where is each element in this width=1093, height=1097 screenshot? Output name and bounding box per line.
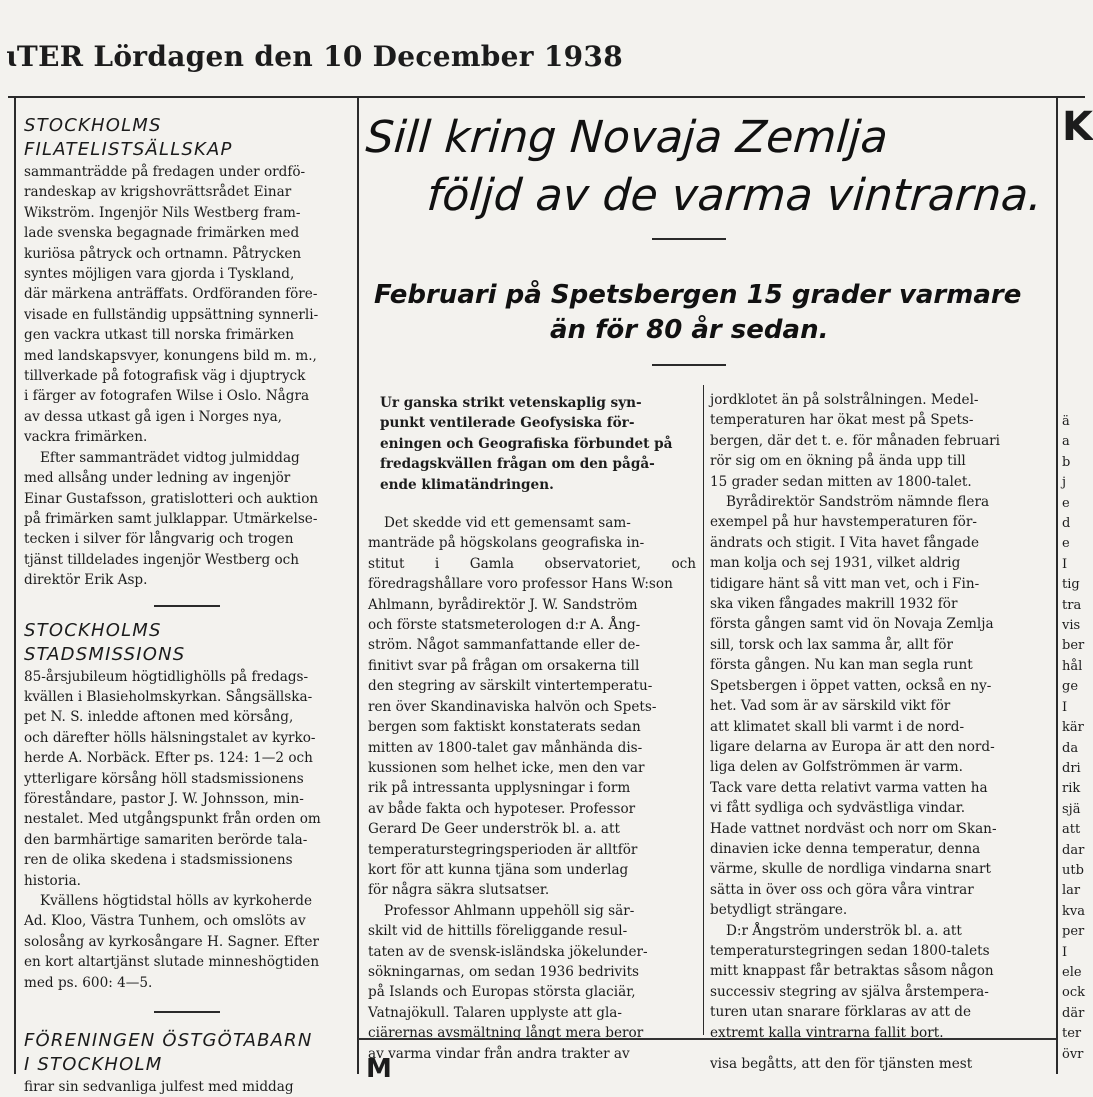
section-title-ostgotabarn: FÖRENINGEN ÖSTGÖTABARN I STOCKHOLM <box>24 1030 313 1076</box>
section-title-filatelist: STOCKHOLMS FILATELISTSÄLLSKAP <box>24 115 233 160</box>
article-subhead-line-1: Februari på Spetsbergen 15 grader varmare <box>374 280 1022 310</box>
article-column-1 <box>368 393 696 1062</box>
section-divider-wrap <box>24 993 351 1029</box>
subhead-divider <box>652 364 726 366</box>
column-rule <box>1056 98 1058 1074</box>
section-body-stadsmission: 85-årsjubileum högtidlighölls på fredags- kvällen i Blasieholmskyrkan. Sångsällska- pet N. S. inledde aftonen med körsång, och därefter hölls hälsningstalet av kyrko- herde A. Norbäck. Efter ps. 124: 1—2 och ytterligare körsång höll stadsmissionens föreståndare, pastor J. W. Johnsson, min- nestalet. Med utgångspunkt från orden om den barmhärtige samariten berörde tala- ren de olika skedena i stadsmissionens historia. <box>24 668 321 889</box>
right-edge-text-fragment: I <box>1062 944 1068 960</box>
next-article-text-fragment <box>710 1054 1050 1074</box>
next-article-text-line: visa begåtts, att den för tjänsten mest <box>710 1056 973 1072</box>
article-headline-line-2: följd av de varma vintrarna. <box>425 170 1044 221</box>
column-rule <box>703 385 704 1035</box>
right-edge-text-fragment: sjä <box>1062 801 1081 817</box>
right-edge-text-fragment: dri <box>1062 760 1081 776</box>
next-article-headline-fragment: M <box>366 1054 392 1084</box>
right-edge-text-fragment: tra <box>1062 597 1082 613</box>
right-edge-text-fragment: ele <box>1062 964 1082 980</box>
right-edge-text-fragment: a <box>1062 434 1070 450</box>
right-edge-text-fragment: I <box>1062 556 1068 572</box>
lead-divider-wrap <box>368 501 696 513</box>
left-column <box>24 114 351 1096</box>
right-edge-text-fragment: ock <box>1062 985 1085 1001</box>
right-edge-text-fragment: da <box>1062 740 1079 756</box>
article-paragraph: D:r Ångström underströk bl. a. att temperaturstegringen sedan 1800-talets mitt knappast får betraktas såsom någon successiv stegring av själva årstempera- turen utan snarare förklaras av att de extremt kalla vintrarna fallit bort. <box>710 922 994 1041</box>
right-edge-text-fragment: ber <box>1062 638 1085 654</box>
article-paragraph: Byrådirektör Sandström nämnde flera exempel på hur havstemperaturen för- ändrats och stigit. I Vita havet fångade man kolja och sej 1931, vilket aldrig tidigare hänt så vitt man vet, och i Fin- ska viken fångades makrill 1932 för första gången samt vid ön Novaja Zemlja sill, torsk och lax samma år, allt för första gången. Nu kan man segla runt Spetsbergen i öppet vatten, också en ny- het. Vad som är av särskild vikt för att klimatet skall bli varmt i de nord- ligare delarna av Europa är att den nord- liga delen av Golfströmmen är varm. Tack vare detta relativt varma vatten ha vi fått sydliga och sydvästliga vindar. Hade vattnet nordväst och norr om Skan- dinavien icke denna temperatur, denna värme, skulle de nordliga vindarna snart sätta in över oss och göra våra vintrar betydligt strängare. <box>710 494 997 919</box>
section-title-stadsmission: STOCKHOLMS STADSMISSIONS <box>24 619 186 665</box>
right-edge-text-fragment: d <box>1062 516 1071 532</box>
article-headline-line-1: Sill kring Novaja Zemlja <box>364 112 890 163</box>
section-divider-wrap <box>24 591 351 619</box>
masthead-date-line: ɩTER Lördagen den 10 December 1938 <box>6 40 623 73</box>
right-edge-text-fragment: j <box>1062 475 1067 491</box>
section-body-filatelist: sammanträdde på fredagen under ordfö- randeskap av krigshovrättsrådet Einar Wikström. Ingenjör Nils Westberg fram- lade svenska begagnade frimärken med kuriösa påtryck och ortnamn. Påtrycken syntes möjligen vara gjorda i Tyskland, där märkena anträffats. Ordföranden före- visade en fullständig uppsättning synnerli- gen vackra utkast till norska frimärken med landskapsvyer, konungens bild m. m., tillverkade på fotografisk väg i djuptryck i färger av fotografen Wilse i Oslo. Några av dessa utkast gå igen i Norges nya, vackra frimärken. <box>24 164 319 446</box>
right-edge-text-fragment: tig <box>1062 577 1080 593</box>
masthead-rule <box>8 96 1085 98</box>
article-paragraph: Det skedde vid ett gemensamt sam- manträde på högskolans geografiska in- stitut i Gamla observatoriet, och föredragshållare voro professor Hans W:son Ahlmann, byrådirektör J. W. Sandström och förste statsmeterologen d:r A. Ång- ström. Något sammanfattande eller de- finitivt svar på frågan om orsakerna till den stegring av särskilt vintertemperatu- ren över Skandinaviska halvön och Spets- bergen som faktiskt konstaterats sedan mitten av 1800-talet gav månhända dis- kussionen som helhet icke, men den var rik på intressanta upplysningar i form av både fakta och hypoteser. Professor Gerard De Geer underströk bl. a. att temperaturstegringsperioden är alltför kort för att kunna tjäna som underlag för några säkra slutsatser. <box>368 515 696 899</box>
right-edge-text-fragment: ge <box>1062 679 1079 695</box>
right-edge-text-fragment: att <box>1062 822 1081 838</box>
right-edge-text-fragment: dar <box>1062 842 1085 858</box>
right-edge-text-fragment: övr <box>1062 1046 1084 1062</box>
section-divider <box>154 1011 220 1013</box>
article-subhead-line-2: än för 80 år sedan. <box>550 315 829 345</box>
right-edge-text-fragment: ä <box>1062 414 1070 429</box>
right-edge-text-fragment: I <box>1062 699 1068 715</box>
left-margin-rule <box>14 98 16 1074</box>
right-edge-text-fragment: vis <box>1062 618 1081 634</box>
right-edge-text-fragment: b <box>1062 454 1071 470</box>
section-divider <box>154 605 220 607</box>
article-paragraph: jordklotet än på solstrålningen. Medel- temperaturen har ökat mest på Spets- bergen, där det t. e. för månaden februari rör sig om en ökning på ända upp till 15 grader sedan mitten av 1800-talet. <box>710 392 1001 490</box>
headline-divider <box>652 238 726 240</box>
right-edge-text-fragment: hål <box>1062 658 1083 674</box>
right-edge-text-fragment: utb <box>1062 862 1084 878</box>
right-edge-text-fragment: per <box>1062 924 1085 940</box>
right-edge-headline-fragment: K <box>1062 104 1093 150</box>
right-edge-text-fragment: där <box>1062 1005 1085 1021</box>
column-rule <box>357 98 359 1074</box>
right-edge-text-fragment: e <box>1062 536 1070 552</box>
section-body-stadsmission-2: Kvällens högtidstal hölls av kyrkoherde Ad. Kloo, Västra Tunhem, och omslöts av solosång av kyrkosångare H. Sagner. Efter en kort altartjänst slutade minneshögtiden med ps. 600: 4—5. <box>24 893 320 991</box>
article-column-2 <box>710 390 1048 1041</box>
right-edge-column-fragment <box>1062 412 1085 1074</box>
right-edge-text-fragment: ter <box>1062 1026 1082 1042</box>
right-edge-text-fragment: e <box>1062 495 1070 511</box>
right-edge-text-fragment: rik <box>1062 781 1081 797</box>
right-edge-text-fragment: kär <box>1062 720 1084 736</box>
article-paragraph: Professor Ahlmann uppehöll sig sär- skilt vid de hittills föreliggande resul- taten av de svensk-isländska jökelunder- sökningarnas, om sedan 1936 bedrivits på Islands och Europas största glaciär, Vatnajökull. Talaren upplyste att gla- ciärernas avsmältning långt mera beror av varma vindar från andra trakter av <box>368 902 648 1062</box>
section-body-filatelist-2: Efter sammanträdet vidtog julmiddag med allsång under ledning av ingenjör Einar Gustafsson, gratislotteri och auktion på frimärken samt julklappar. Utmärkelse- tecken i silver för långvarig och trogen tjänst tilldelades ingenjör Westberg och direktör Erik Asp. <box>24 449 319 589</box>
section-body-ostgotabarn: firar sin sedvanliga julfest med middag <box>24 1079 294 1096</box>
article-lead: Ur ganska strikt vetenskaplig syn- punkt ventilerade Geofysiska för- eningen och Geografiska förbundet på fredagskvällen frågan om den pågå- ende klimatändringen. <box>380 395 673 493</box>
right-edge-text-fragment: lar <box>1062 883 1081 899</box>
right-edge-text-fragment: kva <box>1062 903 1085 919</box>
